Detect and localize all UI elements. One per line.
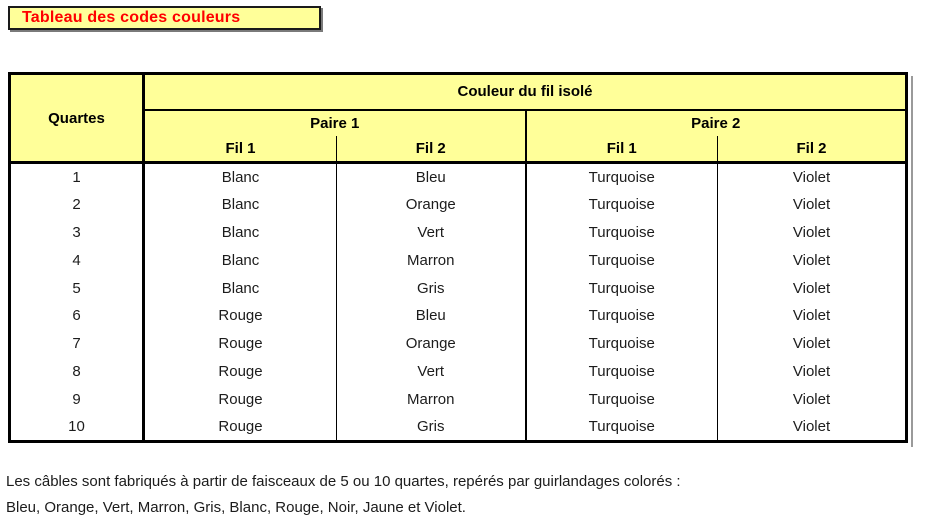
header-paire2-fil1: Fil 1 [526, 136, 718, 163]
fil-color-cell: Turquoise [526, 218, 718, 246]
fil-color-cell: Rouge [144, 358, 337, 386]
header-quartes: Quartes [10, 74, 144, 163]
fil-color-cell: Turquoise [526, 386, 718, 414]
fil-color-cell: Violet [718, 218, 907, 246]
table-row [10, 190, 907, 218]
fil-color-cell: Rouge [144, 302, 337, 330]
fil-color-cell: Marron [337, 246, 526, 274]
fil-color-cell: Blanc [144, 218, 337, 246]
table-row [10, 302, 907, 330]
header-paire-2: Paire 2 [526, 110, 907, 136]
fil-color-cell: Rouge [144, 386, 337, 414]
fil-color-cell: Violet [718, 358, 907, 386]
quarte-number-cell: 2 [10, 190, 144, 218]
fil-color-cell: Turquoise [526, 414, 718, 442]
fil-color-cell: Rouge [144, 330, 337, 358]
table-row [10, 358, 907, 386]
header-paire-1: Paire 1 [144, 110, 526, 136]
quarte-number-cell: 5 [10, 274, 144, 302]
fil-color-cell: Turquoise [526, 274, 718, 302]
fil-color-cell: Blanc [144, 274, 337, 302]
fil-color-cell: Violet [718, 274, 907, 302]
fil-color-cell: Gris [337, 414, 526, 442]
quarte-number-cell: 6 [10, 302, 144, 330]
fil-color-cell: Gris [337, 274, 526, 302]
table-row [10, 246, 907, 274]
fil-color-cell: Violet [718, 163, 907, 191]
fil-color-cell: Vert [337, 218, 526, 246]
header-paire2-fil2: Fil 2 [718, 136, 907, 163]
fil-color-cell: Violet [718, 386, 907, 414]
table-row [10, 163, 907, 191]
quarte-number-cell: 4 [10, 246, 144, 274]
fil-color-cell: Bleu [337, 302, 526, 330]
table-header [10, 74, 907, 163]
table-row [10, 386, 907, 414]
fil-color-cell: Turquoise [526, 330, 718, 358]
header-paire1-fil2: Fil 2 [337, 136, 526, 163]
fil-color-cell: Blanc [144, 163, 337, 191]
quarte-number-cell: 1 [10, 163, 144, 191]
header-row-couleur [10, 74, 907, 110]
fil-color-cell: Turquoise [526, 190, 718, 218]
fil-color-cell: Turquoise [526, 302, 718, 330]
table-row [10, 414, 907, 442]
fil-color-cell: Orange [337, 190, 526, 218]
footer-line-2: Bleu, Orange, Vert, Marron, Gris, Blanc, Rouge, Noir, Jaune et Violet. [6, 499, 466, 516]
table-row [10, 274, 907, 302]
quarte-number-cell: 7 [10, 330, 144, 358]
fil-color-cell: Blanc [144, 246, 337, 274]
page-title: Tableau des codes couleurs [22, 9, 241, 26]
quarte-number-cell: 3 [10, 218, 144, 246]
fil-color-cell: Orange [337, 330, 526, 358]
fil-color-cell: Bleu [337, 163, 526, 191]
header-couleur-du-fil-isole: Couleur du fil isolé [144, 74, 907, 110]
footer-line-1: Les câbles sont fabriqués à partir de faisceaux de 5 ou 10 quartes, repérés par guirlandages colorés : [6, 473, 681, 490]
footer-note [6, 469, 681, 521]
color-code-table-wrapper [8, 72, 908, 443]
fil-color-cell: Blanc [144, 190, 337, 218]
fil-color-cell: Violet [718, 414, 907, 442]
table-body [10, 163, 907, 442]
header-row-paires [10, 110, 907, 136]
table-row [10, 218, 907, 246]
fil-color-cell: Violet [718, 330, 907, 358]
fil-color-cell: Violet [718, 302, 907, 330]
fil-color-cell: Marron [337, 386, 526, 414]
fil-color-cell: Turquoise [526, 246, 718, 274]
quarte-number-cell: 10 [10, 414, 144, 442]
fil-color-cell: Rouge [144, 414, 337, 442]
quarte-number-cell: 9 [10, 386, 144, 414]
fil-color-cell: Turquoise [526, 358, 718, 386]
fil-color-cell: Vert [337, 358, 526, 386]
fil-color-cell: Violet [718, 246, 907, 274]
fil-color-cell: Turquoise [526, 163, 718, 191]
title-banner [8, 6, 321, 30]
fil-color-cell: Violet [718, 190, 907, 218]
header-row-fils [10, 136, 907, 163]
color-code-table [8, 72, 908, 443]
header-paire1-fil1: Fil 1 [144, 136, 337, 163]
table-row [10, 330, 907, 358]
quarte-number-cell: 8 [10, 358, 144, 386]
